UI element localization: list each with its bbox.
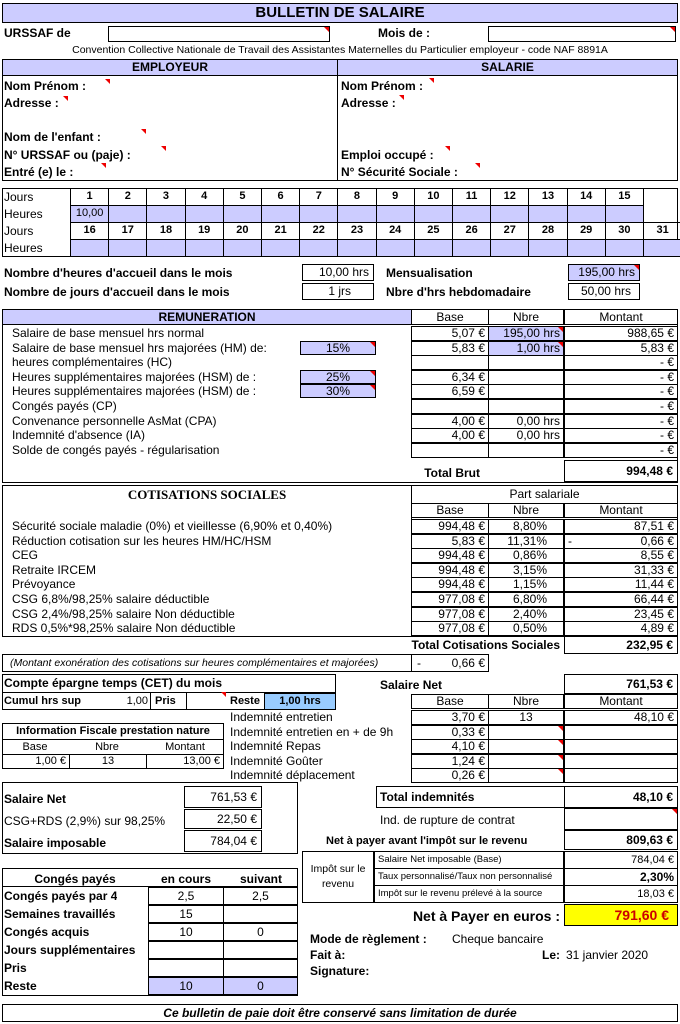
rem-montant: - €: [564, 414, 678, 429]
day-number: 23: [337, 222, 376, 240]
ind-base: 0,33 €: [411, 725, 489, 740]
rem-label: Salaire de base mensuel hrs normal: [12, 326, 205, 340]
rem-nbre: [488, 370, 564, 385]
hours-input[interactable]: [376, 205, 415, 223]
rem-montant: - €: [564, 428, 678, 443]
hours-input[interactable]: [490, 239, 529, 257]
ind-col-nbre: Nbre: [488, 694, 564, 709]
hours-input[interactable]: [643, 239, 680, 257]
conges-row-label: Congés acquis: [4, 925, 90, 939]
ind-nbre[interactable]: [488, 725, 564, 740]
cot-label: CSG 6,8%/98,25% salaire déductible: [12, 592, 210, 606]
info-base: 1,00 €: [2, 754, 70, 769]
employeur-nom-label: Nom Prénom :: [4, 79, 87, 93]
day-number: 31: [643, 222, 680, 240]
rem-col-nbre: Nbre: [488, 309, 564, 325]
hours-input[interactable]: [452, 205, 491, 223]
ind-col-base: Base: [411, 694, 489, 709]
salarie-adresse-input[interactable]: [394, 95, 404, 105]
entree-label: Entré (e) le :: [4, 165, 74, 179]
csg-rds-label: CSG+RDS (2,9%) sur 98,25%: [4, 814, 166, 828]
conges-suivant[interactable]: [223, 959, 298, 977]
le-value: 31 janvier 2020: [566, 948, 649, 962]
rem-label: Solde de congés payés - régularisation: [12, 442, 220, 457]
total-indemnites-value: 48,10 €: [564, 786, 678, 808]
cot-nbre: 1,15%: [488, 577, 564, 592]
day-number: 28: [528, 222, 567, 240]
day-number: 6: [261, 188, 300, 206]
employeur-adresse-input[interactable]: [58, 96, 68, 106]
rem-base: 6,34 €: [411, 370, 489, 385]
rem-montant: - €: [564, 384, 678, 399]
cot-montant: 11,44 €: [564, 577, 678, 592]
mois-input[interactable]: [488, 26, 676, 42]
day-number: 21: [261, 222, 300, 240]
ind-montant: [564, 754, 678, 769]
pris-label: Pris: [155, 695, 176, 707]
mensualisation-label: Mensualisation: [386, 266, 473, 280]
ind-nbre[interactable]: [488, 768, 564, 783]
cot-base: 994,48 €: [411, 548, 489, 563]
conges-row-label: Jours supplémentaires: [4, 943, 136, 957]
total-cotisations-value: 232,95 €: [564, 636, 678, 654]
salaire-imposable-value: 784,04 €: [184, 830, 262, 852]
le-label: Le:: [542, 948, 560, 962]
day-number: 10: [414, 188, 453, 206]
rem-base: 4,00 €: [411, 428, 489, 443]
impot-row-value: 784,04 €: [564, 851, 678, 869]
conges-row-label: Pris: [4, 961, 27, 975]
rem-label: Heures supplémentaires majorées (HSM) de :: [12, 384, 257, 399]
ind-base: 0,26 €: [411, 768, 489, 783]
rem-label: Indemnité d'absence (IA): [12, 428, 146, 443]
exoneration-value: 0,66 €: [451, 656, 485, 670]
cumul-value: 1,00: [126, 695, 148, 707]
day-number: 4: [185, 188, 224, 206]
rem-label: Congés payés (CP): [12, 399, 117, 413]
cot-montant: 23,45 €: [564, 607, 678, 622]
conges-suivant: 0: [223, 977, 298, 995]
convention-text: Convention Collective Nationale de Travail des Assistantes Maternelles du Particulier employeur - code NAF 8891A: [72, 44, 608, 56]
hours-input[interactable]: [146, 239, 185, 257]
cot-nbre: 11,31%: [488, 534, 564, 549]
hours-input[interactable]: [605, 239, 644, 257]
day-number: 20: [223, 222, 262, 240]
emploi-input[interactable]: [440, 146, 450, 156]
conges-cours[interactable]: [148, 959, 224, 977]
info-col-montant: Montant: [165, 741, 205, 753]
conges-cours: 10: [148, 977, 224, 995]
cot-label: CSG 2,4%/98,25% salaire Non déductible: [12, 606, 235, 621]
page-title: BULLETIN DE SALAIRE: [2, 3, 678, 23]
hours-input[interactable]: [452, 239, 491, 257]
rem-montant: 5,83 €: [564, 341, 678, 356]
conges-col-cours: en cours: [160, 872, 211, 886]
day-number: 17: [108, 222, 147, 240]
rem-base: 6,59 €: [411, 384, 489, 399]
secu-label: N° Sécurité Sociale :: [341, 165, 458, 179]
total-brut-label: Total Brut: [424, 466, 480, 480]
day-number: 22: [299, 222, 338, 240]
day-number: 2: [108, 188, 147, 206]
heures-label: Heures: [4, 207, 43, 221]
cot-montant: 66,44 €: [564, 592, 678, 607]
hours-input[interactable]: [376, 239, 415, 257]
info-col-nbre: Nbre: [95, 741, 119, 753]
hours-input[interactable]: [70, 239, 109, 257]
mensualisation-value[interactable]: 195,00 hrs: [568, 264, 640, 281]
cot-col-nbre: Nbre: [488, 503, 564, 518]
hours-input[interactable]: [528, 205, 567, 223]
hours-input[interactable]: [185, 205, 224, 223]
impot-label-line2: revenu: [321, 878, 355, 890]
ind-montant: [564, 725, 678, 740]
conges-row-label: Congés payés par 4: [4, 889, 118, 903]
cot-montant: 8,55 €: [564, 548, 678, 563]
signature-label: Signature:: [310, 964, 370, 978]
rem-base: 5,83 €: [411, 341, 489, 356]
cot-label: Réduction cotisation sur les heures HM/HC/HSM: [12, 533, 272, 548]
hours-input[interactable]: [108, 205, 147, 223]
rem-label: Convenance personnelle AsMat (CPA): [12, 413, 217, 428]
cot-nbre: 0,50%: [488, 621, 564, 636]
rem-rate[interactable]: 25%: [300, 370, 376, 384]
cot-montant: 4,89 €: [564, 621, 678, 636]
hours-input[interactable]: [146, 205, 185, 223]
hours-input[interactable]: [337, 205, 376, 223]
rem-base: [411, 355, 489, 370]
rem-montant: - €: [564, 443, 678, 458]
ind-base: 4,10 €: [411, 739, 489, 754]
salarie-adresse-label: Adresse :: [341, 96, 396, 110]
mode-reglement-label: Mode de règlement :: [310, 932, 427, 946]
rem-nbre: [488, 399, 564, 414]
rem-nbre: [488, 355, 564, 370]
ind-label: Indemnité Repas: [230, 739, 321, 754]
cot-base: 994,48 €: [411, 519, 489, 534]
cotisations-header: COTISATIONS SOCIALES: [127, 487, 287, 502]
jours-accueil-value: 1 jrs: [302, 283, 374, 300]
salarie-header: SALARIE: [337, 59, 678, 76]
cot-col-montant: Montant: [564, 503, 678, 518]
cot-label: Sécurité sociale maladie (0%) et vieillesse (6,90% et 0,40%): [12, 519, 333, 533]
day-number: 16: [70, 222, 109, 240]
total-cotisations-label: Total Cotisations Sociales: [411, 638, 560, 652]
footer-note: Ce bulletin de paie doit être conservé sans limitation de durée: [2, 1004, 678, 1022]
rem-label: Salaire de base mensuel hrs majorées (HM) de:: [12, 340, 267, 355]
cot-label: Prévoyance: [12, 577, 76, 592]
reste-value: 1,00 hrs: [264, 693, 336, 710]
hebdo-value: 50,00 hrs: [568, 283, 640, 300]
day-number: 11: [452, 188, 491, 206]
ind-montant: [564, 739, 678, 754]
day-number: 15: [605, 188, 644, 206]
urssaf-paje-label: N° URSSAF ou (paje) :: [4, 148, 131, 162]
day-number: 27: [490, 222, 529, 240]
conges-cours: 2,5: [148, 887, 224, 905]
enfant-label: Nom de l'enfant :: [4, 130, 101, 144]
rem-base: [411, 443, 489, 458]
hours-input[interactable]: [223, 205, 262, 223]
rem-base: 5,07 €: [411, 326, 489, 341]
cumul-label: Cumul hrs sup: [4, 695, 82, 707]
conges-row-label: Semaines travaillés: [4, 907, 116, 921]
remuneration-header: REMUNERATION: [2, 309, 412, 325]
heures-label: Heures: [4, 241, 43, 255]
conges-row-label: Reste: [4, 979, 37, 993]
conges-suivant: 0: [223, 923, 298, 941]
hours-input[interactable]: [223, 239, 262, 257]
cot-base: 994,48 €: [411, 563, 489, 578]
day-number: 13: [528, 188, 567, 206]
ind-base: 3,70 €: [411, 710, 489, 725]
conges-suivant: 2,5: [223, 887, 298, 905]
cot-montant: 31,33 €: [564, 563, 678, 578]
day-number: 30: [605, 222, 644, 240]
cot-montant: 87,51 €: [564, 519, 678, 534]
salaire-imposable-label: Salaire imposable: [4, 836, 107, 850]
salarie-nom-input[interactable]: [424, 78, 434, 88]
day-number: 9: [376, 188, 415, 206]
impot-label-box: [302, 851, 374, 903]
rem-col-montant: Montant: [564, 309, 678, 325]
cot-col-base: Base: [411, 503, 489, 518]
hours-input[interactable]: [414, 239, 453, 257]
conges-cours[interactable]: [148, 941, 224, 959]
conges-title: Congés payés: [34, 872, 116, 886]
ind-nbre[interactable]: 13: [488, 710, 564, 725]
exoneration-prefix: -: [417, 656, 421, 670]
net-avant-impot-value: 809,63 €: [564, 830, 678, 850]
rem-nbre[interactable]: 195,00 hrs: [488, 326, 564, 341]
hours-input[interactable]: 10,00: [70, 205, 109, 223]
impot-row-value: 18,03 €: [564, 885, 678, 903]
rem-montant: - €: [564, 370, 678, 385]
day-number: 8: [337, 188, 376, 206]
hours-input[interactable]: [567, 239, 606, 257]
hours-input[interactable]: [108, 239, 147, 257]
ind-montant: 48,10 €: [564, 710, 678, 725]
mode-reglement-value[interactable]: Cheque bancaire: [452, 932, 544, 946]
net-payer-label: Net à Payer en euros :: [412, 908, 560, 924]
heures-accueil-label: Nombre d'heures d'accueil dans le mois: [4, 266, 233, 280]
rem-montant: - €: [564, 355, 678, 370]
secu-input[interactable]: [470, 163, 480, 173]
conges-col-suivant: suivant: [239, 872, 282, 886]
cot-label: Retraite IRCEM: [12, 562, 97, 577]
ind-nbre[interactable]: [488, 739, 564, 754]
exoneration-label: (Montant exonération des cotisations sur heures complémentaires et majorées): [10, 657, 379, 669]
cot-prefix: -: [568, 533, 572, 548]
rupture-input[interactable]: [564, 808, 678, 830]
ind-label: Indemnité Goûter: [230, 753, 323, 768]
cot-label: CEG: [12, 548, 39, 563]
urssaf-paje-input[interactable]: [156, 146, 166, 156]
rem-montant: - €: [564, 399, 678, 414]
impot-row-value: 2,30%: [564, 868, 678, 886]
employeur-header: EMPLOYEUR: [2, 59, 338, 76]
day-number: 26: [452, 222, 491, 240]
hours-input[interactable]: [414, 205, 453, 223]
entree-input[interactable]: [96, 163, 106, 173]
impot-label-line1: Impôt sur le: [310, 863, 366, 875]
day-number: 14: [567, 188, 606, 206]
rem-nbre: 0,00 hrs: [488, 414, 564, 429]
enfant-input[interactable]: [136, 129, 146, 139]
day-number: 29: [567, 222, 606, 240]
cot-label: RDS 0,5%*98,25% salaire Non déductible: [12, 621, 236, 636]
info-col-base: Base: [22, 741, 48, 753]
cot-base: 994,48 €: [411, 577, 489, 592]
rem-base: 4,00 €: [411, 414, 489, 429]
total-indemnites-label: Total indemnités: [380, 790, 475, 804]
hours-input[interactable]: [567, 205, 606, 223]
day-number: 19: [185, 222, 224, 240]
cot-base: 977,08 €: [411, 621, 489, 636]
ind-base: 1,24 €: [411, 754, 489, 769]
ind-montant: [564, 768, 678, 783]
part-salariale: Part salariale: [509, 487, 580, 501]
hours-input[interactable]: [185, 239, 224, 257]
cot-nbre: 0,86%: [488, 548, 564, 563]
day-number: 12: [490, 188, 529, 206]
salaire-net-top-label: Salaire Net: [380, 678, 443, 692]
cot-montant: 0,66 €: [564, 534, 678, 549]
reste-label: Reste: [230, 695, 260, 707]
rem-label: Heures supplémentaires majorées (HSM) de :: [12, 369, 257, 384]
mois-label: Mois de :: [378, 26, 431, 40]
csg-rds-value: 22,50 €: [184, 809, 262, 829]
day-number: 24: [376, 222, 415, 240]
rem-montant: 988,65 €: [564, 326, 678, 341]
employeur-adresse-label: Adresse :: [4, 96, 59, 110]
rem-rate[interactable]: 15%: [300, 341, 376, 355]
hebdo-label: Nbre d'hrs hebdomadaire: [386, 285, 531, 299]
info-fiscale-title: Information Fiscale prestation nature: [16, 725, 210, 737]
hours-input[interactable]: [337, 239, 376, 257]
fait-label: Fait à:: [310, 948, 346, 962]
hours-input[interactable]: [261, 205, 300, 223]
cot-base: 977,08 €: [411, 607, 489, 622]
rem-col-base: Base: [411, 309, 489, 325]
jours-label: Jours: [4, 224, 34, 238]
cet-label: Compte épargne temps (CET) du mois: [4, 676, 223, 690]
rem-nbre[interactable]: 1,00 hrs: [488, 341, 564, 356]
hours-input[interactable]: [299, 239, 338, 257]
urssaf-input[interactable]: [108, 26, 330, 42]
impot-row-label: Taux personnalisé/Taux non personnalisé: [374, 868, 564, 886]
rem-nbre: [488, 443, 564, 458]
cot-nbre: 6,80%: [488, 592, 564, 607]
day-number: 7: [299, 188, 338, 206]
salaire-net-top-value: 761,53 €: [564, 674, 678, 694]
salaire-net-label: Salaire Net: [4, 792, 67, 806]
pris-input[interactable]: [186, 692, 226, 710]
urssaf-label: URSSAF de: [4, 26, 71, 40]
jours-label: Jours: [4, 190, 34, 204]
hours-input[interactable]: [605, 205, 644, 223]
ind-label: Indemnité entretien en + de 9h: [230, 724, 394, 739]
rem-nbre: [488, 384, 564, 399]
day-number: 18: [146, 222, 185, 240]
cot-nbre: 2,40%: [488, 607, 564, 622]
salaire-net-value: 761,53 €: [184, 786, 262, 808]
ind-col-montant: Montant: [564, 694, 678, 709]
conges-cours: 15: [148, 905, 224, 923]
hours-input[interactable]: [490, 205, 529, 223]
info-nbre: 13: [69, 754, 147, 769]
net-payer-value: 791,60 €: [564, 904, 678, 926]
ind-label: Indemnité entretien: [230, 710, 333, 724]
rem-base: [411, 399, 489, 414]
employeur-nom-input[interactable]: [100, 79, 110, 89]
cot-nbre: 3,15%: [488, 563, 564, 578]
rem-label: heures complémentaires (HC): [12, 355, 173, 370]
rem-rate[interactable]: 30%: [300, 384, 376, 398]
impot-row-label: Salaire Net imposable (Base): [374, 851, 564, 869]
rupture-label: Ind. de rupture de contrat: [380, 813, 515, 827]
heures-accueil-value: 10,00 hrs: [302, 264, 374, 281]
conges-cours: 10: [148, 923, 224, 941]
day-number: 25: [414, 222, 453, 240]
rem-nbre: 0,00 hrs: [488, 428, 564, 443]
hours-input[interactable]: [261, 239, 300, 257]
ind-label: Indemnité déplacement: [230, 768, 355, 783]
cot-base: 977,08 €: [411, 592, 489, 607]
day-number: 5: [223, 188, 262, 206]
conges-suivant: [223, 905, 298, 923]
salarie-nom-label: Nom Prénom :: [341, 79, 424, 93]
info-montant: 13,00 €: [146, 754, 224, 769]
day-number: 3: [146, 188, 185, 206]
hours-input[interactable]: [299, 205, 338, 223]
net-avant-impot-label: Net à payer avant l'impôt sur le revenu: [326, 835, 528, 847]
cot-base: 5,83 €: [411, 534, 489, 549]
emploi-label: Emploi occupé :: [341, 148, 434, 162]
hours-input[interactable]: [528, 239, 567, 257]
day-number: 1: [70, 188, 109, 206]
impot-row-label: Impôt sur le revenu prélevé à la source: [374, 885, 564, 903]
jours-accueil-label: Nombre de jours d'accueil dans le mois: [4, 285, 230, 299]
conges-suivant[interactable]: [223, 941, 298, 959]
ind-nbre[interactable]: [488, 754, 564, 769]
total-brut-value: 994,48 €: [564, 460, 678, 482]
cot-nbre: 8,80%: [488, 519, 564, 534]
